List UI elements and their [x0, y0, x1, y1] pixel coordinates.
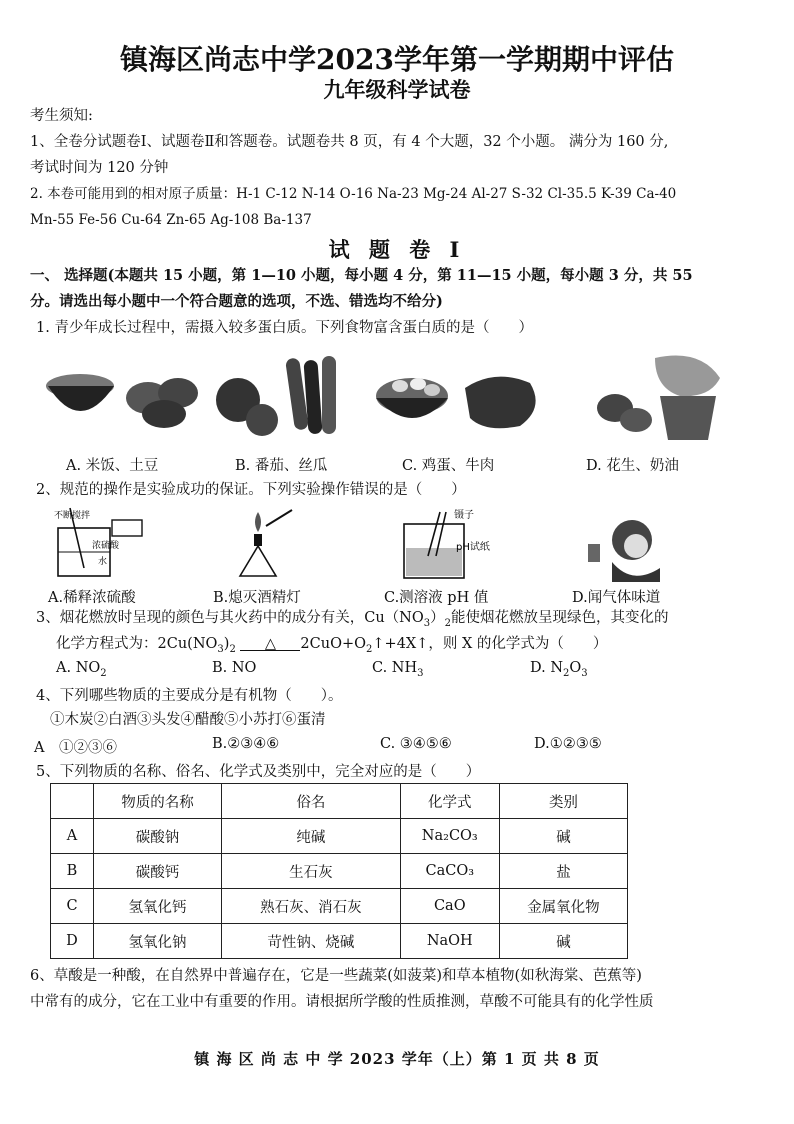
q5-table: [50, 783, 628, 959]
table-row: C 氢氧化钙 熟石灰、消石灰 CaO 金属氧化物: [51, 889, 628, 924]
label-stir: 不断搅拌: [54, 511, 91, 521]
q4-option-b: B.②③④⑥: [212, 736, 280, 752]
q1-stem: 1. 青少年成长过程中，需摄入较多蛋白质。下列食物富含蛋白质的是（ ）: [36, 320, 533, 336]
heat-condition: △: [240, 638, 300, 651]
q2-option-a: A.稀释浓硫酸: [48, 590, 136, 606]
page-footer: 镇 海 区 尚 志 中 学 2023 学年（上）第 1 页 共 8 页: [194, 1050, 600, 1068]
q2-experiment-images: [40, 506, 740, 582]
q6-line1: 6、草酸是一种酸，在自然界中普遍存在，它是一些蔬菜(如菠菜)和草本植物(如秋海棠、芭蕉等): [30, 968, 642, 984]
q4-items: ①木炭②白酒③头发④醋酸⑤小苏打⑥蛋清: [50, 712, 326, 728]
q3-equation: 化学方程式为：$2Cu(NO_3)_2$ △ $2CuO+O_2↑+4X↑$，则 X 的化学式为（ ）: [56, 636, 608, 655]
notice-item1-line1: 1、全卷分试题卷Ⅰ、试题卷Ⅱ和答题卷。试题卷共 8 页，有 4 个大题，32 个小题。 满分为 160 分,: [30, 134, 669, 150]
notice-item2-line1: 2. 本卷可能用到的相对原子质量：H-1 C-12 N-14 O-16 Na-23 Mg-24 Al-27 S-32 Cl-35.5 K-39 Ca-40: [30, 186, 677, 202]
q3-option-b: B. NO: [212, 660, 257, 676]
label-acid: 浓硫酸: [92, 541, 120, 551]
q4-stem: 4、下列哪些物质的主要成分是有机物（ ）。: [36, 688, 343, 704]
q5-stem: 5、下列物质的名称、俗名、化学式及类别中，完全对应的是（ ）: [36, 764, 481, 780]
q2-option-d: D.闻气体味道: [572, 590, 661, 606]
loofah-icon: [285, 356, 336, 434]
table-row: D 氢氧化钠 苛性钠、烧碱 NaOH 碱: [51, 924, 628, 959]
q3-option-a: A. $NO_2$: [56, 660, 107, 679]
q1-option-c: C. 鸡蛋、牛肉: [402, 458, 495, 474]
q3-option-d: D. $N_2O_3$: [530, 660, 588, 679]
potato-icon: [126, 378, 198, 428]
exam-title: 镇海区尚志中学2023学年第一学期期中评估: [120, 43, 674, 76]
q4-option-a: A ①②③⑥: [34, 740, 117, 756]
q3-option-c: C. $NH_3$: [372, 660, 424, 679]
alcohol-lamp-icon: [240, 510, 292, 576]
q1-option-d: D. 花生、奶油: [586, 458, 679, 474]
q1-food-images: [40, 348, 760, 450]
notice-item1-line2: 考试时间为 120 分钟: [30, 160, 169, 176]
q1-option-a: A. 米饭、土豆: [66, 458, 159, 474]
q3-stem-line1: 3、烟花燃放时呈现的颜色与其火药中的成分有关，$Cu(NO_3)_2$能使烟花燃放呈现绿色，其变化的: [36, 610, 669, 629]
notice-item2-line2: Mn-55 Fe-56 Cu-64 Zn-65 Ag-108 Ba-137: [30, 212, 312, 228]
table-row: A 碳酸钠 纯碱 Na₂CO₃ 碱: [51, 819, 628, 854]
beef-icon: [465, 377, 536, 429]
notice-heading: 考生须知:: [30, 108, 93, 124]
q6-line2: 中常有的成分，它在工业中有重要的作用。请根据所学酸的性质推测，草酸不可能具有的化学性质: [30, 994, 654, 1010]
cream-icon: [655, 356, 720, 441]
q4-option-c: C. ③④⑤⑥: [380, 736, 452, 752]
exam-subtitle: 九年级科学试卷: [323, 77, 471, 102]
section-instructions-line2: 分。请选出每小题中一个符合题意的选项，不选、错选均不给分): [30, 293, 443, 310]
label-tweezers: 镊子: [454, 510, 474, 521]
peanut-icon: [597, 394, 652, 432]
q2-option-c: C.测溶液 pH 值: [384, 590, 489, 606]
section-title: 试 题 卷 Ⅰ: [328, 237, 466, 262]
label-ph: pH试纸: [456, 542, 490, 553]
rice-bowl-icon: [46, 374, 114, 411]
q1-option-b: B. 番茄、丝瓜: [235, 458, 328, 474]
q2-stem: 2、规范的操作是实验成功的保证。下列实验操作错误的是（ ）: [36, 482, 466, 498]
q4-option-d: D.①②③⑤: [534, 736, 602, 752]
smell-gas-icon: [588, 520, 660, 582]
ph-test-icon: [404, 512, 464, 578]
section-instructions-line1: 一、 选择题(本题共 15 小题，第 1—10 小题，每小题 4 分，第 11—15 小题，每小题 3 分，共 55: [30, 267, 693, 284]
table-header-row: 物质的名称 俗名 化学式 类别: [51, 784, 628, 819]
tomato-icon: [216, 378, 278, 436]
table-row: B 碳酸钙 生石灰 CaCO₃ 盐: [51, 854, 628, 889]
eggs-bowl-icon: [376, 378, 448, 418]
q2-option-b: B.熄灭酒精灯: [213, 590, 301, 606]
label-water: 水: [98, 557, 108, 567]
